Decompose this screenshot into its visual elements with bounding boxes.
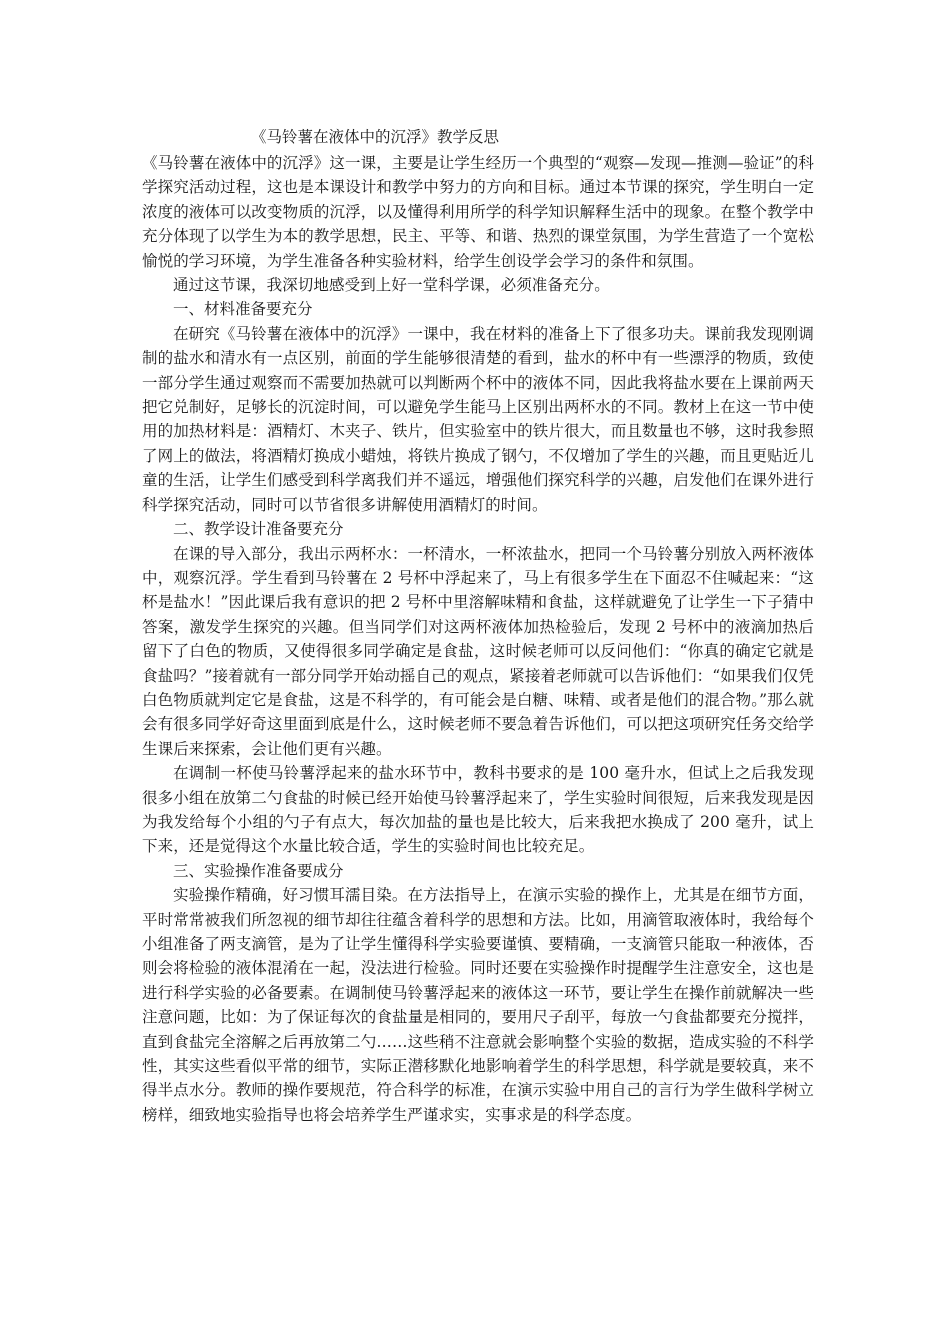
section-3-paragraph: 实验操作精确，好习惯耳濡目染。在方法指导上，在演示实验的操作上，尤其是在细节方面，平时常常被我们所忽视的细节却往往蕴含着科学的思想和方法。比如，用滴管取液体时，我给每个小组准备了两支滴管，是为了让学生懂得科学实验要谨慎、要精确，一支滴管只能取一种液体，否则会将检验的液体混淆在一起，没法进行检验。同时还要在实验操作时提醒学生注意安全，这也是进行科学实验的必备要素。在调制使马铃薯浮起来的液体这一环节，要让学生在操作前就解决一些注意问题，比如：为了保证每次的食盐量是相同的，要用尺子刮平，每放一勺食盐都要充分搅拌，直到食盐完全溶解之后再放第二勺……这些稍不注意就会影响整个实验的数据，造成实验的不科学性，其实这些看似平常的细节，实际正潜移默化地影响着学生的科学思想，科学就是要较真，来不得半点水分。教师的操作要规范，符合科学的标准，在演示实验中用自己的言行为学生做科学树立榜样，细致地实验指导也将会培养学生严谨求实，实事求是的科学态度。: [142, 886, 814, 1124]
section-2-heading: 二、教学设计准备要充分: [173, 520, 344, 539]
document-page: [142, 124, 814, 1127]
section-2-paragraph-2: 在调制一杯使马铃薯浮起来的盐水环节中，教科书要求的是 100 毫升水，但试上之后我发现很多小组在放第二勺食盐的时候已经开始使马铃薯浮起来了，学生实验时间很短，后来我发现是因为我发给每个小组的勺子有点大，每次加盐的量也是比较大，后来我把水换成了 200 毫升，试上下来，还是觉得这个水量比较合适，学生的实验时间也比较充足。: [142, 764, 814, 856]
section-2-paragraph-1: 在课的导入部分，我出示两杯水：一杯清水，一杯浓盐水，把同一个马铃薯分别放入两杯液体中，观察沉浮。学生看到马铃薯在 2 号杯中浮起来了，马上有很多学生在下面忍不住喊起来：“这杯是盐水！”因此课后我有意识的把 2 号杯中里溶解味精和食盐，这样就避免了让学生一下子猜中答案，激发学生探究的兴趣。但当同学们对这两杯液体加热检验后，发现 2 号杯中的液滴加热后留下了白色的物质，又使得很多同学确定是食盐，这时候老师可以反问他们：“你真的确定它就是食盐吗？”接着就有一部分同学开始动摇自己的观点，紧接着老师就可以告诉他们：“如果我们仅凭白色物质就判定它是食盐，这是不科学的，有可能会是白糖、味精、或者是他们的混合物。”那么就会有很多同学好奇这里面到底是什么，这时候老师不要急着告诉他们，可以把这项研究任务交给学生课后来探索，会让他们更有兴趣。: [142, 544, 814, 758]
section-1-paragraph: 在研究《马铃薯在液体中的沉浮》一课中，我在材料的准备上下了很多功夫。课前我发现刚调制的盐水和清水有一点区别，前面的学生能够很清楚的看到，盐水的杯中有一些漂浮的物质，致使一部分学生通过观察而不需要加热就可以判断两个杯中的液体不同，因此我将盐水要在上课前两天把它兑制好，足够长的沉淀时间，可以避免学生能马上区别出两杯水的不同。教材上在这一节中使用的加热材料是：酒精灯、木夹子、铁片，但实验室中的铁片很大，而且数量也不够，这时我参照了网上的做法，将酒精灯换成小蜡烛，将铁片换成了钢勺，不仅增加了学生的兴趣，而且更贴近儿童的生活，让学生们感受到科学离我们并不遥远，增强他们探究科学的兴趣，启发他们在课外进行科学探究活动，同时可以节省很多讲解使用酒精灯的时间。: [142, 324, 814, 514]
summary-paragraph: 通过这节课，我深切地感受到上好一堂科学课，必须准备充分。: [173, 276, 610, 295]
section-3-heading: 三、实验操作准备要成分: [173, 861, 344, 880]
intro-paragraph: 《马铃薯在液体中的沉浮》这一课，主要是让学生经历一个典型的“观察—发现—推测—验证”的科学探究活动过程，这也是本课设计和教学中努力的方向和目标。通过本节课的探究，学生明白一定浓度的液体可以改变物质的沉浮，以及懂得利用所学的科学知识解释生活中的现象。在整个教学中充分体现了以学生为本的教学思想，民主、平等、和谐、热烈的课堂氛围，为学生营造了一个宽松愉悦的学习环境，为学生准备各种实验材料，给学生创设学会学习的条件和氛围。: [142, 154, 814, 270]
section-1-heading: 一、材料准备要充分: [173, 300, 313, 319]
document-title: 《马铃薯在液体中的沉浮》教学反思: [251, 128, 500, 146]
